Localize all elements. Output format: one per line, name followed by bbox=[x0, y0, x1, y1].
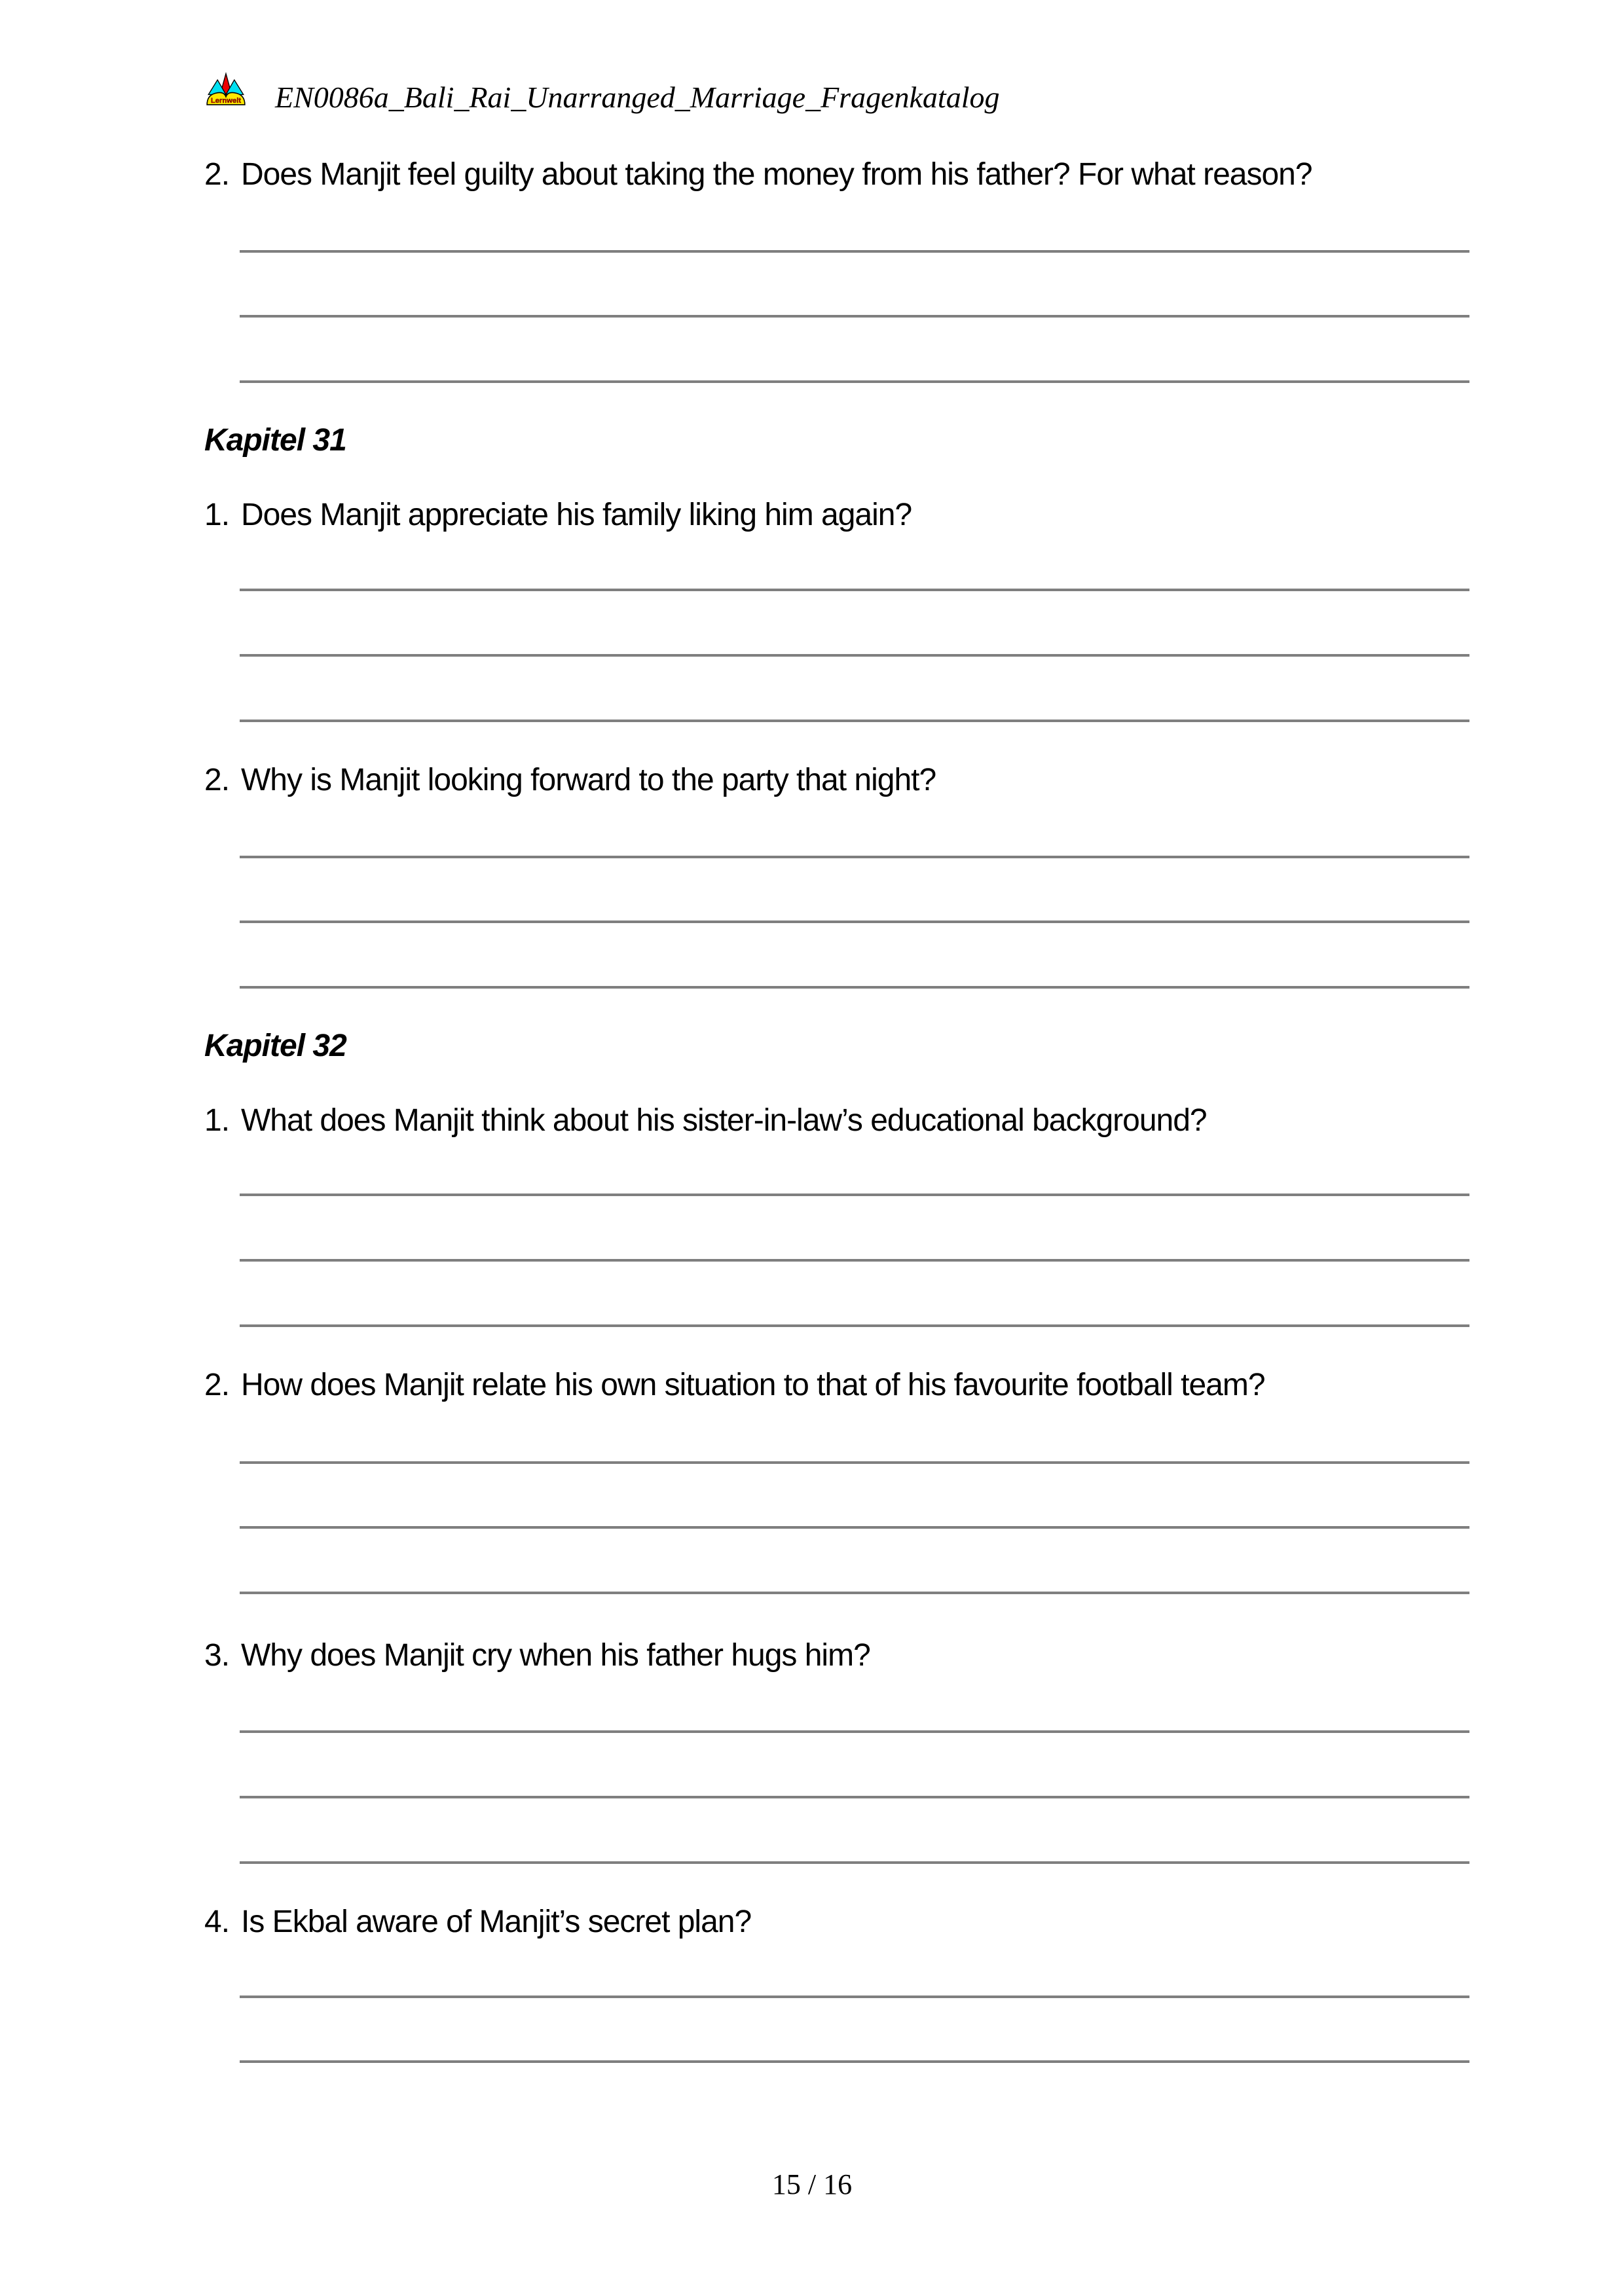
question-row bbox=[204, 157, 1475, 192]
question-row bbox=[204, 1904, 1475, 1940]
question-text: Does Manjit feel guilty about taking the money from his father? For what reason? bbox=[241, 157, 1312, 192]
question-row bbox=[204, 1638, 1475, 1673]
question-number: 3. bbox=[204, 1638, 230, 1673]
answer-line bbox=[240, 1592, 1469, 1594]
answer-line bbox=[240, 2060, 1469, 2063]
question-text: Is Ekbal aware of Manjit’s secret plan? bbox=[241, 1904, 752, 1939]
answer-line bbox=[240, 1995, 1469, 1998]
section-heading: Kapitel 32 bbox=[204, 1029, 346, 1063]
question-number: 1. bbox=[204, 1103, 230, 1138]
logo-wordmark: Lernwelt bbox=[210, 96, 242, 105]
question-row bbox=[204, 763, 1475, 798]
answer-line bbox=[240, 720, 1469, 722]
document-title: EN0086a_Bali_Rai_Unarranged_Marriage_Fragenkatalog bbox=[275, 81, 1000, 114]
answer-line bbox=[240, 1861, 1469, 1864]
question-text: Why is Manjit looking forward to the party that night? bbox=[241, 763, 936, 797]
answer-line bbox=[240, 1730, 1469, 1733]
answer-line bbox=[240, 315, 1469, 318]
question-text: What does Manjit think about his sister-in-law’s educational background? bbox=[241, 1103, 1207, 1138]
answer-line bbox=[240, 250, 1469, 253]
answer-line bbox=[240, 986, 1469, 989]
footer-page-number: 15 / 16 bbox=[771, 2168, 853, 2200]
answer-line bbox=[240, 920, 1469, 923]
section-heading: Kapitel 31 bbox=[204, 423, 346, 458]
answer-line bbox=[240, 1194, 1469, 1196]
answer-line bbox=[240, 1796, 1469, 1798]
question-text: How does Manjit relate his own situation to that of his favourite football team? bbox=[241, 1368, 1265, 1402]
question-text: Why does Manjit cry when his father hugs him? bbox=[241, 1638, 870, 1673]
question-number: 2. bbox=[204, 157, 230, 192]
answer-line bbox=[240, 589, 1469, 591]
question-text: Does Manjit appreciate his family liking him again? bbox=[241, 498, 912, 532]
answer-line bbox=[240, 1324, 1469, 1327]
question-number: 4. bbox=[204, 1904, 230, 1939]
answer-line bbox=[240, 1259, 1469, 1262]
question-number: 1. bbox=[204, 498, 230, 532]
lernwelt-logo-icon bbox=[206, 72, 246, 107]
answer-line bbox=[240, 654, 1469, 657]
answer-line bbox=[240, 1461, 1469, 1464]
answer-line bbox=[240, 856, 1469, 858]
answer-line bbox=[240, 380, 1469, 383]
answer-line bbox=[240, 1526, 1469, 1529]
question-row bbox=[204, 1103, 1475, 1139]
question-row bbox=[204, 498, 1475, 533]
question-row bbox=[204, 1368, 1475, 1403]
question-number: 2. bbox=[204, 763, 230, 797]
question-number: 2. bbox=[204, 1368, 230, 1402]
